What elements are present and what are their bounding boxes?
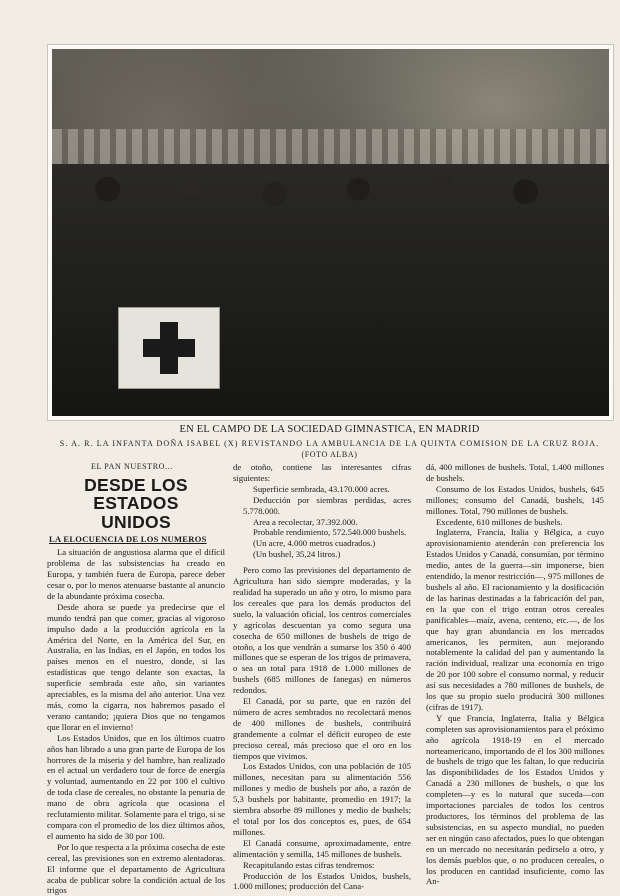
paragraph: dá, 400 millones de bushels. Total, 1.400 millones de bushels. <box>426 462 604 483</box>
article-column-1 <box>47 462 225 896</box>
red-cross-emblem <box>118 307 220 389</box>
stat-line: Superficie sembrada, 43.170.000 acres. <box>253 483 390 494</box>
article-headline <box>47 476 225 532</box>
paragraph: La situación de angustiosa alarma que el difícil problema de las subsistencias ha creado en Europa, y también fuera de Europa, parece deber cesar o, por lo menos atenuarse bastante al anuncio de la abundante próxima cosecha. <box>47 547 225 601</box>
photo-frame <box>47 44 614 421</box>
stat-line: Deducción por siembras perdidas, acres 5.778.000. <box>243 494 411 516</box>
paragraph: Los Estados Unidos, con una población de 105 millones, necesitan para su alimentación 556 millones y medio de bushels por año, a razón de 5,3 bushels por habitante, promedio en 1917; la siembra absorbe 89 millones y medio de bushels; el total por los dos conceptos es, pues, de 654 millones. <box>233 761 411 837</box>
paragraph: Excedente, 610 millones de bushels. <box>436 516 563 527</box>
paragraph: Consumo de los Estados Unidos, bushels, 645 millones; consumo del Canadá, bushels, 145 millones. Total, 790 millones de bushels. <box>426 483 604 516</box>
stat-line: (Un acre, 4.000 metros cuadrados.) <box>253 538 376 549</box>
headline-line-2: UNIDOS <box>101 511 171 532</box>
paragraph: El Canadá, por su parte, que en razón del número de acres sembrados no recolectará menos de 400 millones de bushels, contribuirá grandemente a colmar el déficit europeo de este precioso cereal, más precioso que el oro en los tiempos que vivimos. <box>233 696 411 761</box>
paragraph: Producción de los Estados Unidos, bushels, 1.000 millones; producción del Cana- <box>233 870 411 892</box>
article-column-2 <box>233 462 411 892</box>
headline-line-1: DESDE LOS ESTADOS <box>84 474 188 514</box>
paragraph: Recapitulando estas cifras tendremos: <box>243 859 375 870</box>
photo-caption-title: EN EL CAMPO DE LA SOCIEDAD GIMNASTICA, EN MADRID <box>179 424 480 435</box>
paragraph: Desde ahora se puede ya predecirse que el mundo tendrá pan que comer, gracias al vigoroso impulso dado a la producción agrícola en la América del Norte, en la América del Sur, en Australia, en las Indias, en el Japón, en todos los países menos en el nuestro, donde, si las estadísticas que tengo delante son exactas, la superficie sembrada este año, sin variantes apreciables, es la misma del año anterior. Una vez más, como la cigarra, nos habremos pasado el verano cantando; ¡quiera Dios que no tengamos que llorar en el invierno! <box>47 601 225 732</box>
stat-line: (Un bushel, 35,24 litros.) <box>253 549 341 560</box>
paragraph: Por lo que respecta a la próxima cosecha de este cereal, las previsiones son en extremo alentadoras. El informe que el departamento de Agricultura acaba de publicar sobre la condición actual de los trigos <box>47 841 225 896</box>
photo-caption-sub: S. A. R. LA INFANTA DOÑA ISABEL (X) REVISTANDO LA AMBULANCIA DE LA QUINTA COMISION DE LA CRUZ ROJA. <box>59 439 600 448</box>
paragraph: de otoño, contiene las interesantes cifras siguientes: <box>233 462 411 483</box>
paragraph: Pero como las previsiones del departamento de Agricultura han sido siempre moderadas, y la realidad ha superado un año y otro, lo mismo para los cereales que para los demás productos del suelo, la valuación oficial, los centros comerciales y agrícolas descuentan ya como segura una cosecha de 650 millones de bushels de trigo de otoño, a los que vendrán a sumarse los 350 ó 400 millones que se esperan de los trigos de primavera, o sea un total para 1918 de 1.000 millones de bushels (685 millones de fanegas) en números redondos. <box>233 565 411 696</box>
photo-credit: (FOTO ALBA) <box>301 450 358 459</box>
stat-line: Area a recolectar, 37.392.000. <box>253 516 358 527</box>
article-column-3 <box>426 462 604 887</box>
section-heading: LA ELOCUENCIA DE LOS NUMEROS <box>49 534 207 545</box>
article-kicker: EL PAN NUESTRO... <box>91 462 173 471</box>
paragraph: Y que Francia, Inglaterra, Italia y Bélgica completen sus aprovisionamientos para el próximo año agrícola 1918-19 en el mercado norteamericano, importando de él los 300 millones de bushels de trigo que les faltan, lo que reduciría las disponibilidades de los Estados Unidos y Canadá a 230 millones de bushels, o que los completen—y es lo natural que suceda—con importaciones parciales de todos los centros productores, los términos del problema de las subsistencias, en su aspecto mundial, no pueden ser en ningún caso afectados, pues lo que obtengan en un mercado no necesitarán pedirselo a otro, y los demás pueblos que, o no producen cereales, o los producen en cantidad insuficiente, como las An- <box>426 712 604 887</box>
paragraph: Los Estados Unidos, que en los últimos cuatro años han librado a una gran parte de Europa de los horrores de la miseria y del hambre, han realizado en el actual un verdadero tour de force de energía y voluntad, aumentando en 22 por 100 el cultivo de toda clase de cereales, no obstante la penuria de mano de obra agrícola que ocasiona el reclutamiento militar. Solamente para el trigo, si se compara con el promedio de los diez últimos años, el aumento ha sido de 30 por 100. <box>47 732 225 841</box>
paragraph: El Canadá consume, aproximadamente, entre alimentación y semilla, 145 millones de bushels. <box>233 837 411 859</box>
stat-line: Probable rendimiento, 572.540.000 bushels. <box>253 527 407 538</box>
red-cross-ambulance-photo <box>52 49 609 416</box>
paragraph: Inglaterra, Francia, Italia y Bélgica, a cuyo aprovisionamiento atenderán con preferencia los Estados Unidos y Canadá, consumían, por término medio, antes de la guerra—sin imponerse, bien entendido, la menor restricción—, 975 millones de bushels al año. El racionamiento y la dosificación de las harinas destinadas a la fabricación del pan, en la que con el trigo entran otros cereales panificables—maíz, avena, centeno, etc.—, de los que hay gran abundancia en los mercados americanos, les permiten, aun mejorando notablemente la calidad del pan y aumentando la ración individual, realizar una economía en trigo de 20 por 100 sobre el consumo normal, y reducir así sus necesidades a 780 millones de bushels, de los que su propio suelo producirá 300 millones (cifras de 1917). <box>426 527 604 712</box>
